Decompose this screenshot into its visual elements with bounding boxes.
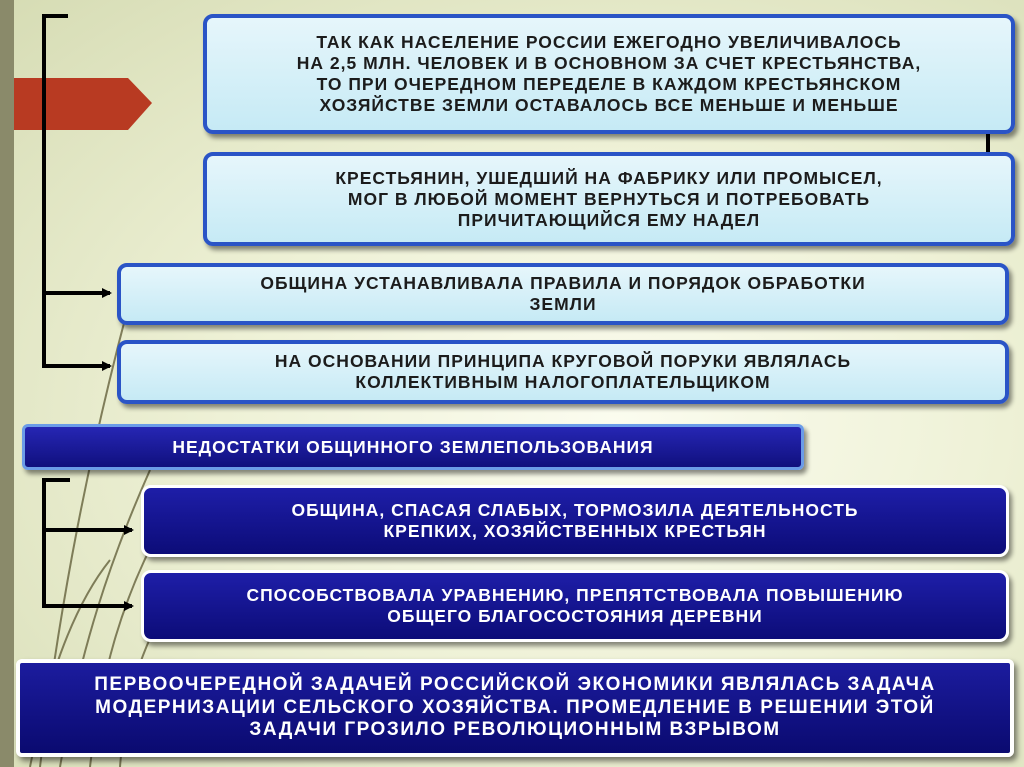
point-box-community-rules — [117, 263, 1009, 325]
point-line: ОБЩИНА УСТАНАВЛИВАЛА ПРАВИЛА И ПОРЯДОК ОБРАБОТКИ — [260, 273, 866, 293]
point-box-population — [203, 14, 1015, 134]
drawbacks-header-title: НЕДОСТАТКИ ОБЩИННОГО ЗЕМЛЕПОЛЬЗОВАНИЯ — [172, 436, 654, 457]
drawback-line: ОБЩИНА, СПАСАЯ СЛАБЫХ, ТОРМОЗИЛА ДЕЯТЕЛЬНОСТЬ — [291, 500, 859, 520]
drawback-box-slows-strong — [141, 485, 1009, 557]
point-box-peasant-return — [203, 152, 1015, 246]
point-line: ХОЗЯЙСТВЕ ЗЕМЛИ ОСТАВАЛОСЬ ВСЕ МЕНЬШЕ И МЕНЬШЕ — [319, 95, 899, 115]
drawback-line: КРЕПКИХ, ХОЗЯЙСТВЕННЫХ КРЕСТЬЯН — [383, 521, 767, 541]
point-line: ТАК КАК НАСЕЛЕНИЕ РОССИИ ЕЖЕГОДНО УВЕЛИЧИВАЛОСЬ — [316, 32, 902, 52]
upper-bracket-icon — [44, 14, 110, 368]
drawback-box-equalization — [141, 570, 1009, 642]
conclusion-line: ЗАДАЧИ ГРОЗИЛО РЕВОЛЮЦИОННЫМ ВЗРЫВОМ — [249, 719, 781, 741]
point-line: ТО ПРИ ОЧЕРЕДНОМ ПЕРЕДЕЛЕ В КАЖДОМ КРЕСТЬЯНСКОМ — [316, 74, 902, 94]
point-line: КОЛЛЕКТИВНЫМ НАЛОГОПЛАТЕЛЬЩИКОМ — [355, 372, 771, 392]
drawback-line: ОБЩЕГО БЛАГОСОСТОЯНИЯ ДЕРЕВНИ — [387, 606, 763, 626]
point-line: ПРИЧИТАЮЩИЙСЯ ЕМУ НАДЕЛ — [457, 209, 761, 230]
conclusion-line: МОДЕРНИЗАЦИИ СЕЛЬСКОГО ХОЗЯЙСТВА. ПРОМЕДЛЕНИЕ В РЕШЕНИИ ЭТОЙ — [95, 696, 935, 718]
point-line: НА ОСНОВАНИИ ПРИНЦИПА КРУГОВОЙ ПОРУКИ ЯВЛЯЛАСЬ — [274, 351, 852, 371]
point-line: МОГ В ЛЮБОЙ МОМЕНТ ВЕРНУТЬСЯ И ПОТРЕБОВАТЬ — [347, 188, 871, 209]
conclusion-box — [16, 659, 1014, 757]
red-pointer-arrow-icon — [14, 78, 152, 130]
point-box-collective-taxpayer — [117, 340, 1009, 404]
drawback-line: СПОСОБСТВОВАЛА УРАВНЕНИЮ, ПРЕПЯТСТВОВАЛА ПОВЫШЕНИЮ — [246, 585, 904, 605]
point-line: ЗЕМЛИ — [529, 294, 597, 314]
point-line: КРЕСТЬЯНИН, УШЕДШИЙ НА ФАБРИКУ ИЛИ ПРОМЫСЕЛ, — [335, 167, 883, 188]
point-line: НА 2,5 МЛН. ЧЕЛОВЕК И В ОСНОВНОМ ЗА СЧЕТ КРЕСТЬЯНСТВА, — [296, 53, 922, 73]
lower-bracket-icon — [44, 478, 132, 608]
drawbacks-header — [22, 424, 804, 470]
conclusion-line: ПЕРВООЧЕРЕДНОЙ ЗАДАЧЕЙ РОССИЙСКОЙ ЭКОНОМИКИ ЯВЛЯЛАСЬ ЗАДАЧА — [94, 673, 936, 695]
